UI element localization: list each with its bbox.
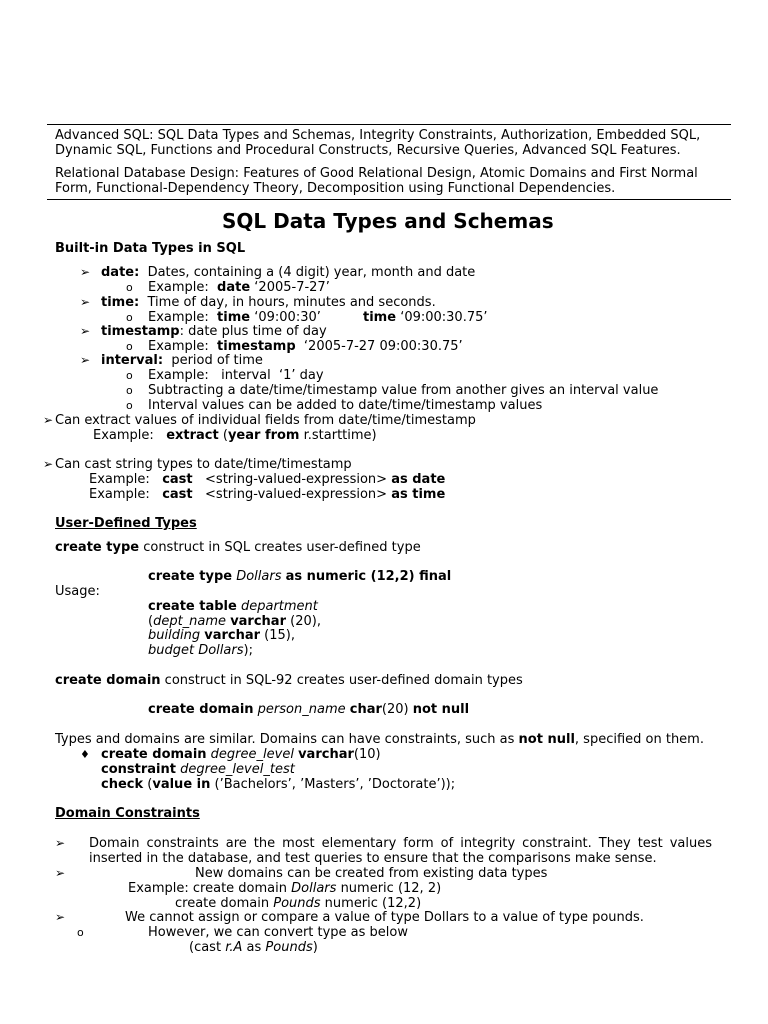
- dc-example-line: create domain Pounds numeric (12,2): [175, 896, 422, 911]
- time-example: Example: time ‘09:00:30’: [148, 310, 321, 325]
- arrow-bullet-icon: ➢: [55, 836, 66, 850]
- circle-bullet-icon: o: [126, 369, 133, 382]
- dc-bullet-line: inserted in the database, and test queries to ensure that the comparisons make sense.: [89, 851, 657, 866]
- header-line: Form, Functional-Dependency Theory, Decomposition using Functional Dependencies.: [55, 181, 616, 196]
- circle-bullet-icon: o: [126, 340, 133, 353]
- builtin-heading: Built-in Data Types in SQL: [55, 241, 246, 256]
- udt-def: create type Dollars as numeric (12,2) final: [148, 569, 452, 584]
- similar-line: Types and domains are similar. Domains can have constraints, such as not null, specified on them.: [55, 732, 704, 747]
- column-line: (dept_name varchar (20),: [148, 614, 321, 629]
- top-rule: [47, 124, 731, 125]
- create-table-line: create table department: [148, 599, 318, 614]
- arrow-bullet-icon: ➢: [43, 457, 54, 471]
- header-line: Advanced SQL: SQL Data Types and Schemas, Integrity Constraints, Authorization, Embedded SQL,: [55, 128, 701, 143]
- dc-example-line: Example: create domain Dollars numeric (12, 2): [128, 881, 442, 896]
- dc-bullet-line: Domain constraints are the most elementary form of integrity constraint. They test values: [89, 836, 712, 851]
- domain-intro: create domain construct in SQL-92 creates user-defined domain types: [55, 673, 523, 688]
- cast-example: Example: cast <string-valued-expression> as date: [89, 472, 446, 487]
- dc-bullet-line: New domains can be created from existing data types: [195, 866, 548, 881]
- dc-heading: Domain Constraints: [55, 806, 200, 821]
- extract-line: Can extract values of individual fields from date/time/timestamp: [55, 413, 476, 428]
- arrow-bullet-icon: ➢: [80, 295, 91, 309]
- cast-example: Example: cast <string-valued-expression> as time: [89, 487, 446, 502]
- dc-sub-line: However, we can convert type as below: [148, 925, 409, 940]
- interval-sub: Interval values can be added to date/time/timestamp values: [148, 398, 543, 413]
- usage-label: Usage:: [55, 584, 100, 599]
- circle-bullet-icon: o: [77, 926, 84, 939]
- bottom-rule: [47, 199, 731, 200]
- arrow-bullet-icon: ➢: [43, 413, 54, 427]
- arrow-bullet-icon: ➢: [55, 910, 66, 924]
- header-line: Relational Database Design: Features of Good Relational Design, Atomic Domains and First Normal: [55, 166, 698, 181]
- diamond-bullet-icon: ♦: [80, 748, 90, 761]
- dc-convert-line: (cast r.A as Pounds): [189, 940, 318, 955]
- udt-intro: create type construct in SQL creates user-defined type: [55, 540, 421, 555]
- arrow-bullet-icon: ➢: [80, 324, 91, 338]
- interval-example: Example: interval ‘1’ day: [148, 368, 324, 383]
- domain-def: create domain person_name char(20) not null: [148, 702, 470, 717]
- cast-line: Can cast string types to date/time/timestamp: [55, 457, 352, 472]
- dc-bullet-line: We cannot assign or compare a value of type Dollars to a value of type pounds.: [125, 910, 644, 925]
- column-line: budget Dollars);: [148, 643, 253, 658]
- circle-bullet-icon: o: [126, 311, 133, 324]
- date-line: date: Dates, containing a (4 digit) year, month and date: [101, 265, 476, 280]
- timestamp-line: timestamp: date plus time of day: [101, 324, 327, 339]
- time-example-2: time ‘09:00:30.75’: [363, 310, 488, 325]
- timestamp-example: Example: timestamp ‘2005-7-27 09:00:30.75’: [148, 339, 463, 354]
- arrow-bullet-icon: ➢: [80, 353, 91, 367]
- circle-bullet-icon: o: [126, 384, 133, 397]
- circle-bullet-icon: o: [126, 281, 133, 294]
- extract-example: Example: extract (year from r.starttime): [93, 428, 377, 443]
- column-line: building varchar (15),: [148, 628, 295, 643]
- date-example: Example: date ‘2005-7-27’: [148, 280, 330, 295]
- arrow-bullet-icon: ➢: [55, 866, 66, 880]
- udt-heading: User-Defined Types: [55, 516, 197, 531]
- check-line: check (value in (’Bachelors’, ’Masters’, ’Doctorate’));: [101, 777, 456, 792]
- header-line: Dynamic SQL, Functions and Procedural Constructs, Recursive Queries, Advanced SQL Features.: [55, 143, 681, 158]
- arrow-bullet-icon: ➢: [80, 265, 91, 279]
- constraint-line: constraint degree_level_test: [101, 762, 295, 777]
- section-title: SQL Data Types and Schemas: [222, 209, 554, 233]
- time-line: time: Time of day, in hours, minutes and seconds.: [101, 295, 436, 310]
- interval-line: interval: period of time: [101, 353, 263, 368]
- degree-domain-line: create domain degree_level varchar(10): [101, 747, 381, 762]
- interval-sub: Subtracting a date/time/timestamp value from another gives an interval value: [148, 383, 659, 398]
- circle-bullet-icon: o: [126, 399, 133, 412]
